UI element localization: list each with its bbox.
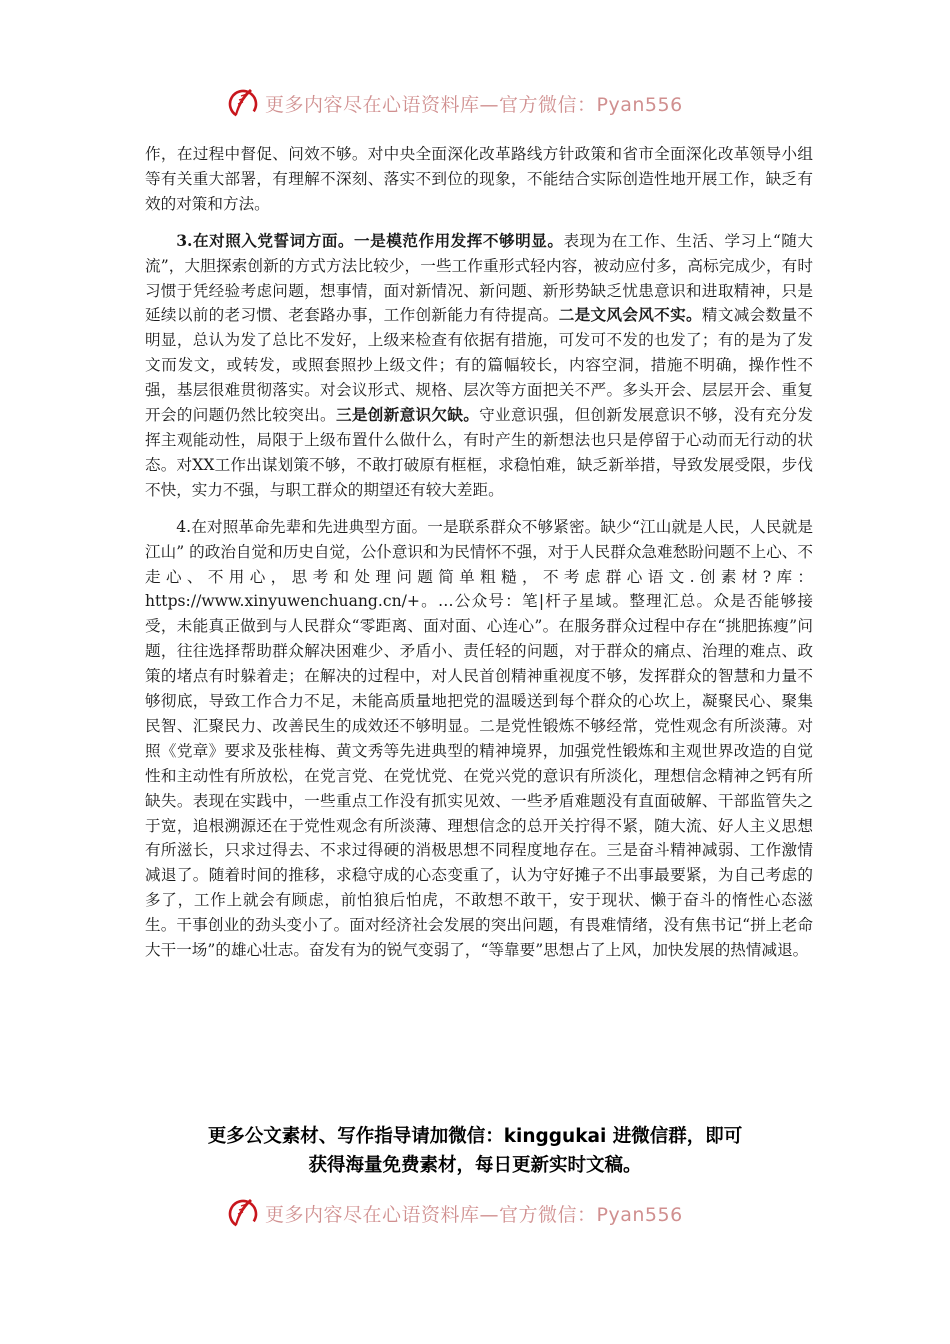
section-3-heading: 3.在对照入党誓词方面。: [176, 230, 355, 250]
section-3-point-3-text: 守业意识强，但创新发展意识不够，没有充分发挥主观能动性，局限于上级布置什么做什么，有时产生的新想法也只是停留于心动而无行动的状态。对XX工作出谋划策不够，不敢打破原有框框，求稳怕难，缺乏新举措，导致发展受限，步伐不快，实力不强，与职工群众的期望还有较大差距。: [145, 406, 813, 499]
feather-pen-logo-icon: [225, 1195, 261, 1231]
section-3-point-1-title: 一是模范作用发挥不够明显。: [354, 230, 564, 250]
section-3-point-2-title: 二是文风会风不实。: [558, 305, 702, 325]
section-3-point-1-text: 表现为在工作、生活、学习上“随大流”，大胆探索创新的方式方法比较少，一些工作重形式轻内容，被动应付多，高标完成少，有时习惯于凭经验考虑问题，想事情，面对新情况、新问题、新形势缺乏忧患意识和进取精神，只是延续以前的老习惯、老套路办事，工作创新能力有待提高。: [145, 231, 813, 325]
footer-watermark-banner: [225, 1193, 745, 1233]
paragraph-section-3: [145, 229, 813, 503]
watermark-text: 更多内容尽在心语资料库—官方微信：Pyan556: [265, 93, 683, 116]
paragraph-section-4: 4.在对照革命先辈和先进典型方面。一是联系群众不够紧密。缺少“江山就是人民，人民就是江山” 的政治自觉和历史自觉，公仆意识和为民情怀不强，对于人民群众急难愁盼问题不上心、不走心、不用心，思考和处理问题简单粗糙，不考虑群心语文.创素材?库：https://www.xinyuwenchuang.cn/+。…公众号：笔|杆子星域。整理汇总。众是否能够接受，未能真正做到与人民群众“零距离、面对面、心连心”。在服务群众过程中存在“挑肥拣瘦”问题，往往选择帮助群众解决困难少、矛盾小、责任轻的问题，对于群众的痛点、治理的难点、政策的堵点有时躲着走；在解决的过程中，对人民首创精神重视度不够，发挥群众的智慧和力量不够彻底，导致工作合力不足，未能高质量地把党的温暖送到每个群众的心坎上，凝聚民心、聚集民智、汇聚民力、改善民生的成效还不够明显。二是党性锻炼不够经常，党性观念有所淡薄。对照《党章》要求及张桂梅、黄文秀等先进典型的精神境界，加强党性锻炼和主观世界改造的自觉性和主动性有所放松，在党言党、在党忧党、在党兴党的意识有所淡化，理想信念精神之钙有所缺失。表现在实践中，一些重点工作没有抓实见效、一些矛盾难题没有直面破解、干部监管失之于宽，追根溯源还在于党性观念有所淡薄、理想信念的总开关拧得不紧，随大流、好人主义思想有所滋长，只求过得去、不求过得硬的消极思想不同程度地存在。三是奋斗精神减弱、工作激情减退了。随着时间的推移，求稳守成的心态变重了，认为守好摊子不出事最要紧，为自己考虑的多了，工作上就会有顾虑，前怕狼后怕虎，不敢想不敢干，安于现状、懒于奋斗的惰性心态滋生。干事创业的劲头变小了。面对经济社会发展的突出问题，有畏难情绪，没有焦书记“拼上老命大干一场”的雄心壮志。奋发有为的锐气变弱了，“等靠要”思想占了上风，加快发展的热情减退。: [145, 517, 813, 960]
promo-line-1: 更多公文素材、写作指导请加微信：kinggukai 进微信群，即可: [207, 1126, 743, 1147]
promo-note: [120, 1122, 830, 1180]
header-watermark-banner: [225, 83, 745, 123]
document-body: [145, 142, 813, 963]
watermark-text: 更多内容尽在心语资料库—官方微信：Pyan556: [265, 1203, 683, 1226]
paragraph-continuation: 作，在过程中督促、问效不够。对中央全面深化改革路线方针政策和省市全面深化改革领导小组等有关重大部署，有理解不深刻、落实不到位的现象，不能结合实际创造性地开展工作，缺乏有效的对策和方法。: [145, 145, 813, 213]
section-3-point-2-text: 精文减会数量不明显，总认为发了总比不发好，上级来检查有依据有措施，可发可不发的也发了；有的是为了发文而发文，或转发，或照套照抄上级文件；有的篇幅较长，内容空洞，措施不明确，操作性不强，基层很难贯彻落实。对会议形式、规格、层次等方面把关不严。多头开会、层层开会、重复开会的问题仍然比较突出。: [145, 306, 813, 425]
promo-line-2: 获得海量免费素材，每日更新实时文稿。: [308, 1155, 642, 1176]
feather-pen-logo-icon: [225, 85, 261, 121]
section-3-point-3-title: 三是创新意识欠缺。: [335, 405, 480, 425]
